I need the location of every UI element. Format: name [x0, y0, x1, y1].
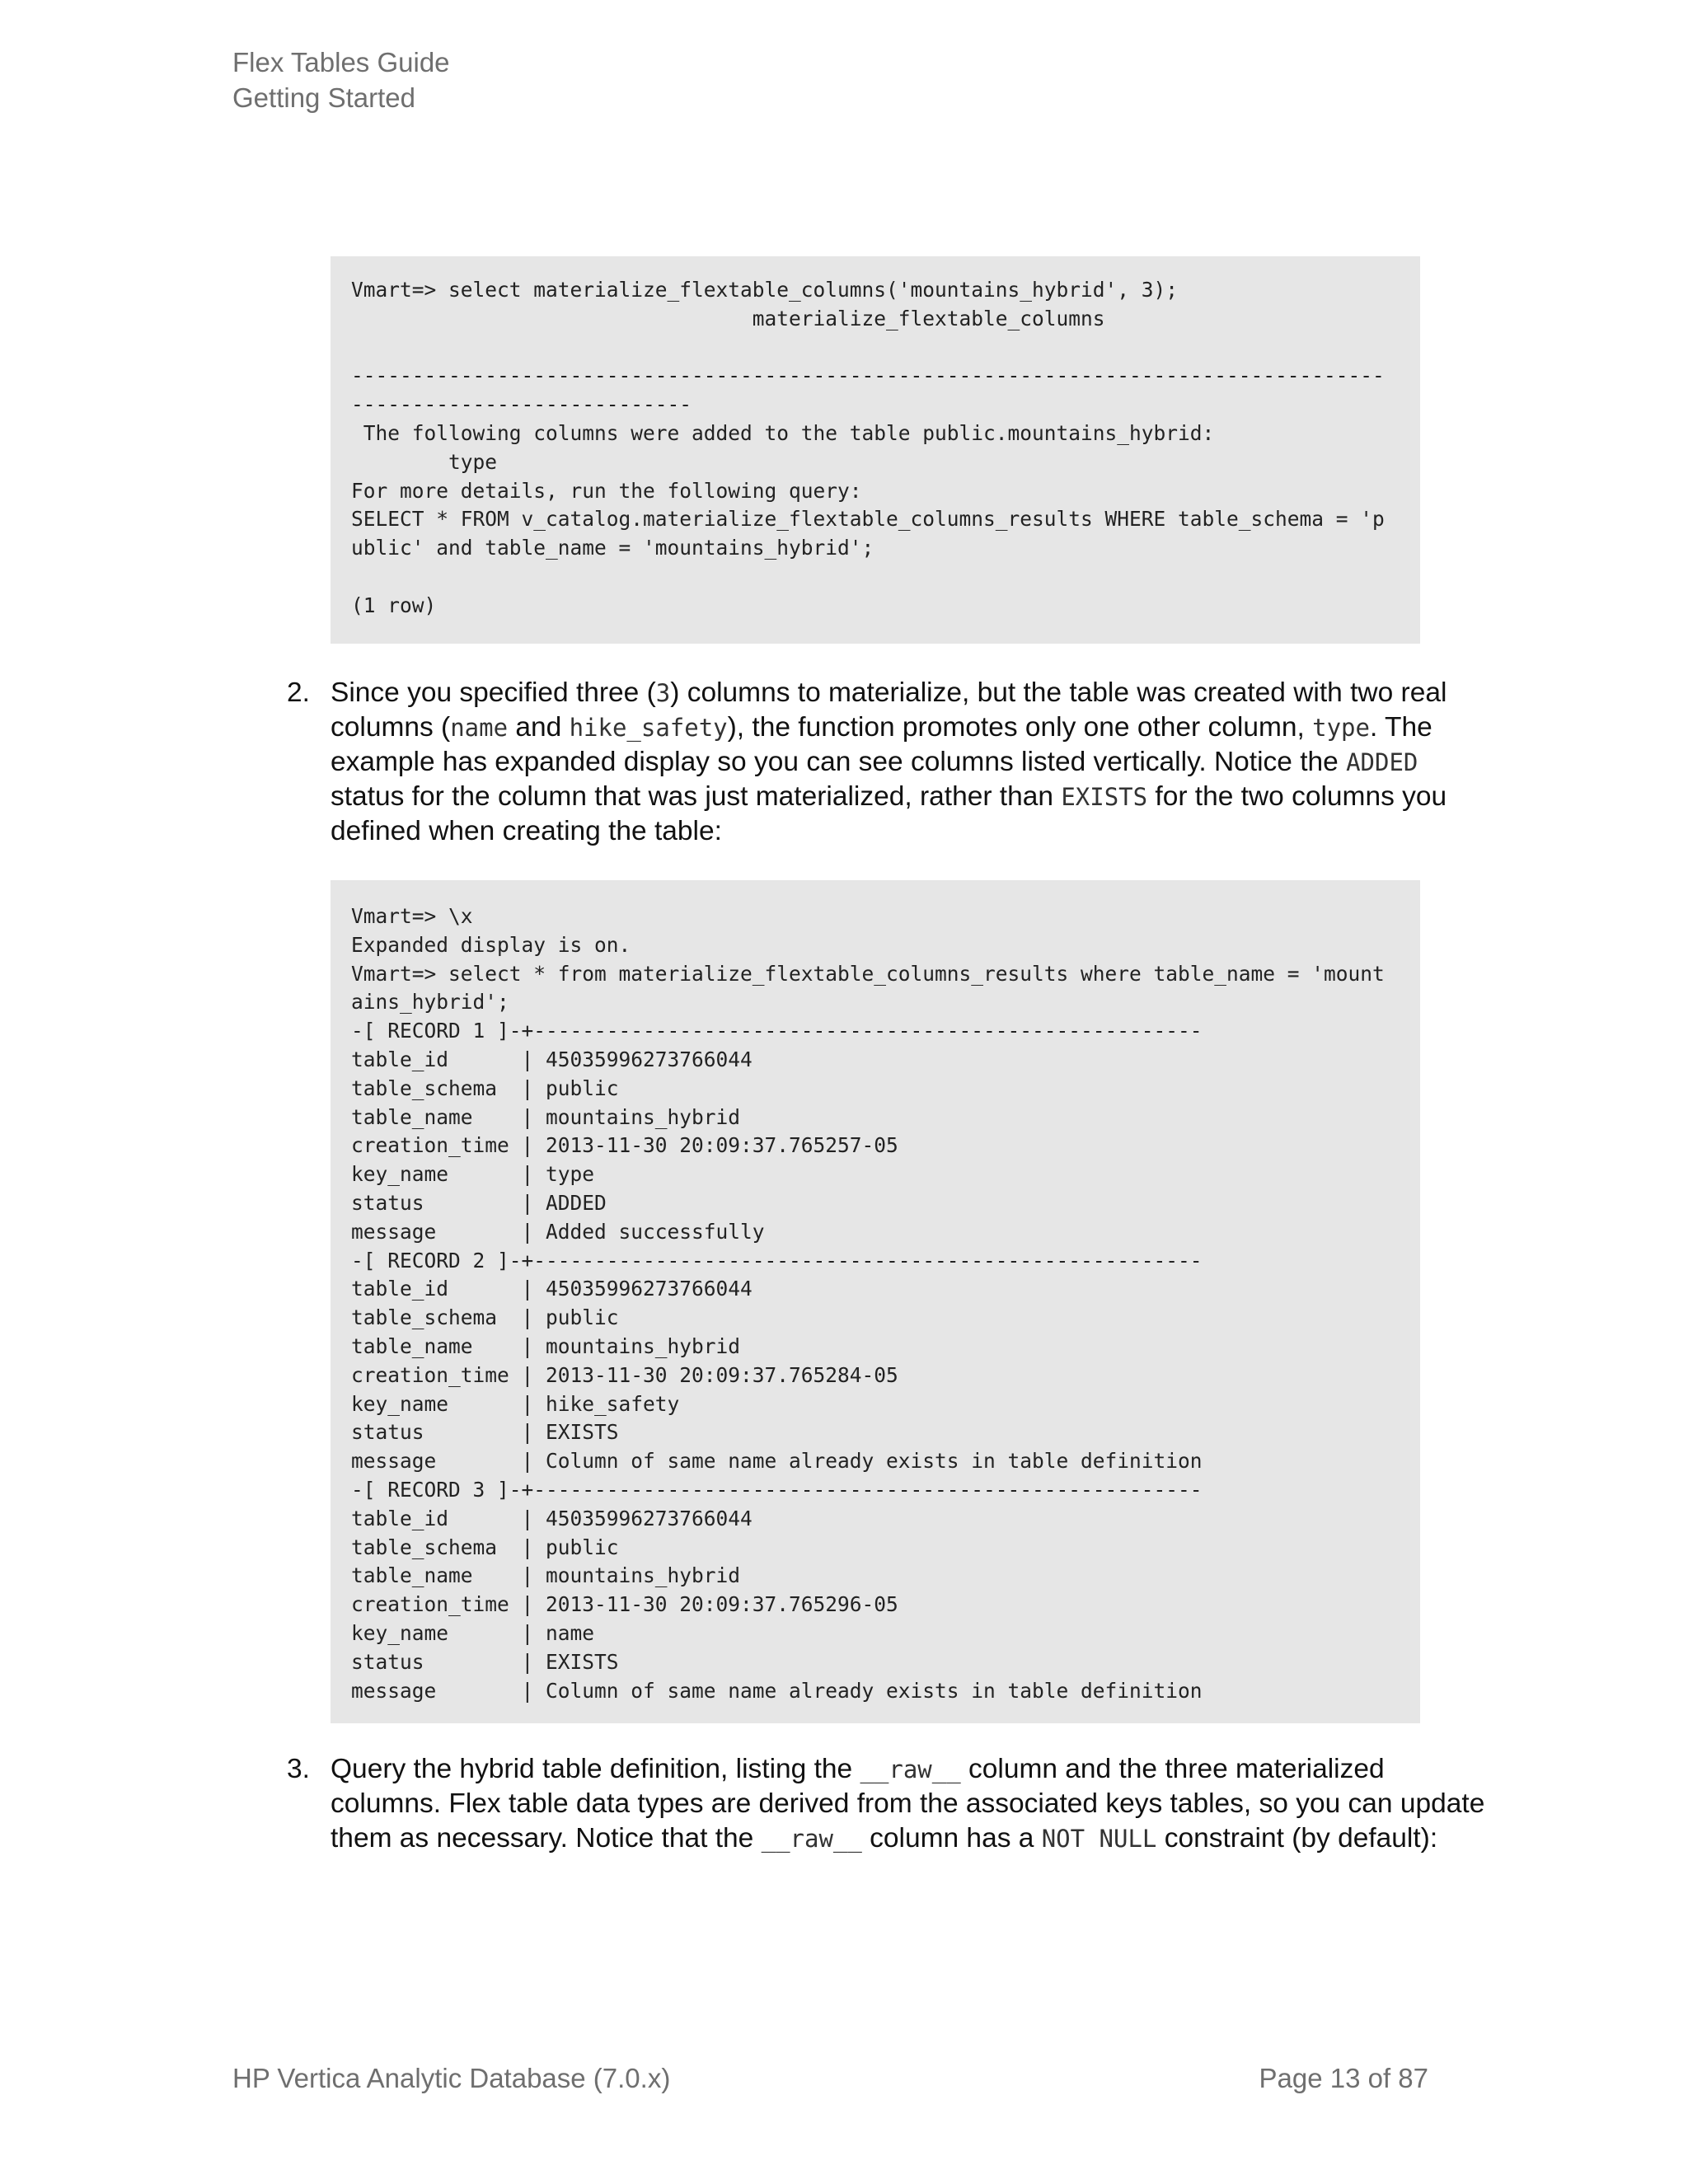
- text-line: [331, 745, 1688, 780]
- text-line: [331, 1787, 1688, 1821]
- code-line: table_name | mountains_hybrid: [351, 1333, 741, 1358]
- inline-code: EXISTS: [1061, 783, 1148, 811]
- step-number: 2.: [287, 677, 310, 708]
- code-block-results: [331, 880, 1420, 1723]
- code-line: message | Column of same name already exists in table definition: [351, 1678, 1203, 1703]
- inline-code: __raw__: [860, 1755, 961, 1783]
- text-run: constraint (by default):: [1156, 1823, 1438, 1854]
- text-run: Since you specified three (: [331, 677, 656, 708]
- text-line: [331, 710, 1688, 745]
- inline-code: __raw__: [761, 1825, 862, 1853]
- text-line: [331, 1821, 1688, 1856]
- code-line: Vmart=> select * from materialize_flextable_columns_results where table_name = 'mount: [351, 961, 1385, 986]
- text-run: . The: [1369, 712, 1432, 743]
- text-run: example has expanded display so you can see columns listed vertically. Notice the: [331, 747, 1347, 777]
- code-line: Expanded display is on.: [351, 932, 631, 957]
- inline-code: 3: [655, 679, 671, 707]
- text-run: Query the hybrid table definition, listing the: [331, 1754, 860, 1784]
- code-line: The following columns were added to the table public.mountains_hybrid:: [351, 420, 1215, 445]
- code-line: message | Added successfully: [351, 1219, 765, 1244]
- text-line: [331, 814, 1688, 849]
- text-run: status for the column that was just materialized, rather than: [331, 781, 1062, 812]
- text-run: ) columns to materialize, but the table was created with two real: [670, 677, 1447, 708]
- inline-code: name: [450, 714, 509, 742]
- code-line: status | EXISTS: [351, 1649, 619, 1674]
- code-line: -[ RECORD 3 ]-+-------------------------------------------------------: [351, 1477, 1203, 1502]
- code-line: type: [351, 449, 498, 474]
- code-line: Vmart=> select materialize_flextable_columns('mountains_hybrid', 3);: [351, 278, 1179, 302]
- step-text: [331, 676, 1688, 849]
- code-line: status | EXISTS: [351, 1420, 619, 1445]
- text-line: [331, 676, 1688, 710]
- footer-product: HP Vertica Analytic Database (7.0.x): [232, 2063, 671, 2093]
- header-guide-title: Flex Tables Guide: [232, 47, 450, 77]
- step-number: 3.: [287, 1754, 310, 1784]
- code-line: (1 row): [351, 593, 437, 617]
- header-section-title: Getting Started: [232, 82, 415, 113]
- code-line: [351, 334, 1420, 363]
- step-text: [331, 1752, 1688, 1856]
- code-line: -------------------------------------------------------------------------------------: [351, 363, 1385, 388]
- running-header: [232, 45, 450, 115]
- code-line: ains_hybrid';: [351, 990, 509, 1015]
- inline-code: hike_safety: [569, 714, 728, 742]
- text-run: column has a: [861, 1823, 1042, 1854]
- code-line: creation_time | 2013-11-30 20:09:37.765284-05: [351, 1362, 898, 1387]
- code-line: key_name | name: [351, 1620, 595, 1645]
- footer-page-number: Page 13 of 87: [1259, 2063, 1428, 2093]
- code-line: For more details, run the following query:: [351, 478, 862, 503]
- text-run: column and the three materialized: [960, 1754, 1385, 1784]
- code-line: table_id | 45035996273766044: [351, 1506, 753, 1530]
- code-line: ublic' and table_name = 'mountains_hybrid';: [351, 536, 874, 560]
- code-line: materialize_flextable_columns: [351, 306, 1105, 330]
- code-line: creation_time | 2013-11-30 20:09:37.765296-05: [351, 1592, 898, 1617]
- code-line: table_id | 45035996273766044: [351, 1047, 753, 1071]
- text-line: [331, 780, 1688, 814]
- code-line: -[ RECORD 1 ]-+-------------------------------------------------------: [351, 1019, 1203, 1043]
- text-run: for the two columns you: [1147, 781, 1447, 812]
- code-line: table_schema | public: [351, 1305, 619, 1330]
- inline-code: ADDED: [1346, 748, 1418, 776]
- text-run: ), the function promotes only one other column,: [727, 712, 1313, 743]
- code-line: table_schema | public: [351, 1535, 619, 1559]
- inline-code: type: [1312, 714, 1370, 742]
- text-run: and: [508, 712, 570, 743]
- code-line: status | ADDED: [351, 1190, 607, 1215]
- code-line: creation_time | 2013-11-30 20:09:37.765257-05: [351, 1133, 898, 1158]
- text-run: columns (: [331, 712, 451, 743]
- text-run: them as necessary. Notice that the: [331, 1823, 762, 1854]
- code-line: Vmart=> \x: [351, 904, 473, 928]
- code-line: table_id | 45035996273766044: [351, 1277, 753, 1301]
- code-line: table_name | mountains_hybrid: [351, 1563, 741, 1588]
- code-line: message | Column of same name already exists in table definition: [351, 1449, 1203, 1474]
- inline-code: NOT NULL: [1041, 1825, 1157, 1853]
- text-run: columns. Flex table data types are derived from the associated keys tables, so you can update: [331, 1788, 1485, 1819]
- text-line: [331, 1752, 1688, 1787]
- code-line: key_name | type: [351, 1162, 595, 1187]
- code-line: [351, 563, 1420, 592]
- code-line: SELECT * FROM v_catalog.materialize_flextable_columns_results WHERE table_schema = 'p: [351, 507, 1385, 532]
- code-line: table_schema | public: [351, 1076, 619, 1100]
- code-line: key_name | hike_safety: [351, 1391, 680, 1416]
- code-line: ----------------------------: [351, 392, 692, 417]
- code-line: table_name | mountains_hybrid: [351, 1104, 741, 1129]
- code-line: -[ RECORD 2 ]-+-------------------------------------------------------: [351, 1248, 1203, 1272]
- code-block-materialize: [331, 256, 1420, 644]
- text-run: defined when creating the table:: [331, 816, 722, 846]
